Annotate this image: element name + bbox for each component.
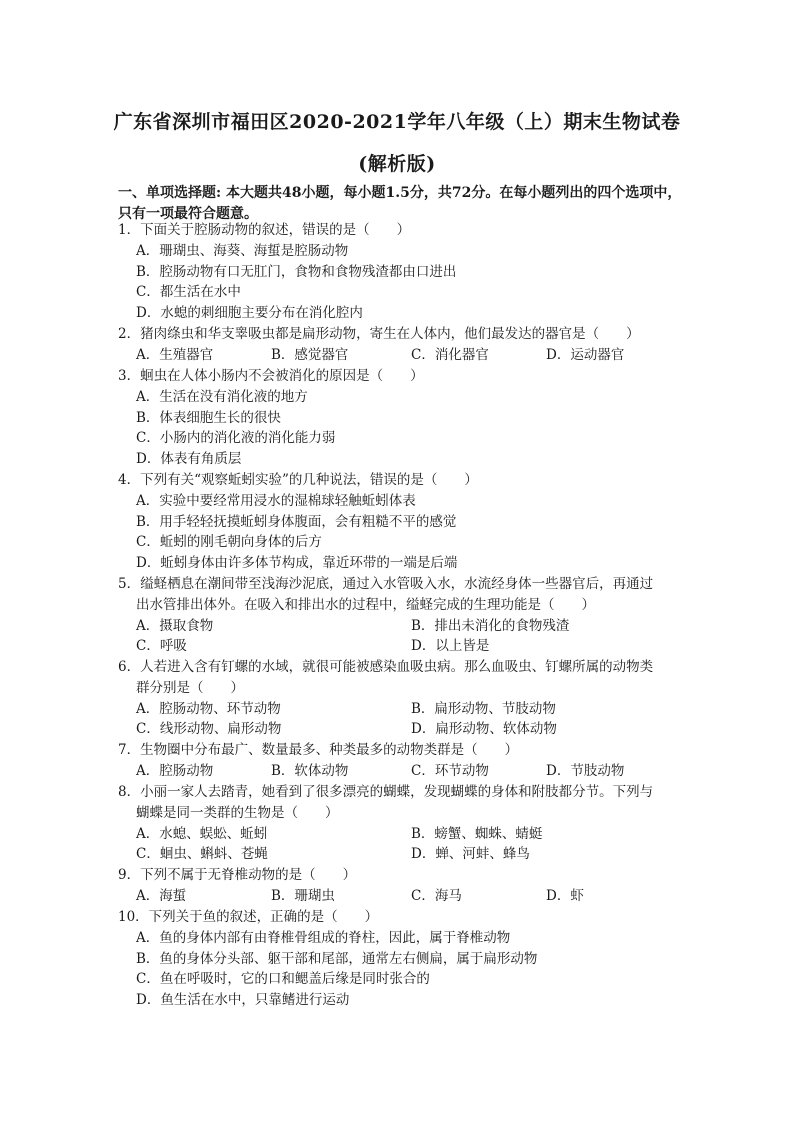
option-d: D．水螅的刺细胞主要分布在消化腔内 (136, 305, 363, 322)
option-a: A．摄取食物 (136, 617, 214, 634)
option-a: A．水螅、蜈蚣、蚯蚓 (136, 825, 268, 842)
option-a: A．海蜇 (136, 887, 187, 904)
option-d: D．扁形动物、软体动物 (411, 721, 557, 738)
option-d: D．蚯蚓身体由许多体节构成，靠近环带的一端是后端 (136, 555, 458, 572)
question-4 (118, 470, 688, 574)
option-a: A．鱼的身体内部有由脊椎骨组成的脊柱，因此，属于脊椎动物 (136, 929, 511, 946)
question-7 (118, 740, 688, 782)
option-c: C．海马 (411, 887, 462, 904)
option-d: D．以上皆是 (411, 638, 490, 655)
page-subtitle: (解析版) (358, 153, 436, 175)
option-d: D．鱼生活在水中，只靠鳍进行运动 (136, 992, 350, 1009)
options-row (118, 844, 688, 865)
section-heading (118, 183, 688, 225)
option-b: B．腔肠动物有口无肛门，食物和食物残渣都由口进出 (136, 263, 457, 280)
question-stem: 8．小丽一家人去踏青，她看到了很多漂亮的蝴蝶，发现蝴蝶的身体和附肢都分节。下列与 (118, 784, 654, 800)
option-b: B．螃蟹、蜘蛛、蜻蜓 (411, 825, 543, 842)
option-a: A．珊瑚虫、海葵、海蜇是腔肠动物 (136, 242, 349, 259)
option-c: C．线形动物、扁形动物 (136, 721, 282, 738)
option-c: C．小肠内的消化液的消化能力弱 (136, 430, 336, 447)
question-stem: 2．猪肉绦虫和华支睾吸虫都是扁形动物，寄生在人体内，他们最发达的器官是（ ） (118, 326, 640, 342)
option-b: B．珊瑚虫 (271, 887, 335, 904)
question-8 (118, 782, 688, 865)
option-d: D．体表有角质层 (136, 451, 242, 468)
section-heading-line-1: 一、单项选择题: 本大题共48小题，每小题1.5分，共72分。在每小题列出的四个选项中， (118, 185, 682, 201)
question-stem: 3．蛔虫在人体小肠内不会被消化的原因是（ ） (118, 368, 424, 384)
options-row (118, 824, 688, 845)
question-stem: 7．生物圈中分布最广、数量最多、种类最多的动物类群是（ ） (118, 742, 519, 758)
option-c: C．都生活在水中 (136, 284, 241, 301)
page-title: 广东省深圳市福田区2020-2021学年八年级（上）期末生物试卷 (113, 111, 681, 133)
question-9 (118, 865, 688, 907)
option-b: B．排出未消化的食物残渣 (411, 617, 570, 634)
question-stem: 9．下列不属于无脊椎动物的是（ ） (118, 867, 357, 883)
options-row (118, 345, 688, 366)
option-b: B．软体动物 (271, 762, 349, 779)
options-row (118, 636, 688, 657)
option-a: A．腔肠动物 (136, 762, 214, 779)
option-a: A．实验中要经常用浸水的湿棉球轻触蚯蚓体表 (136, 492, 416, 509)
option-c: C．呼吸 (136, 638, 187, 655)
option-d: D．虾 (546, 887, 584, 904)
option-a: A．生活在没有消化液的地方 (136, 388, 308, 405)
question-10 (118, 907, 688, 1011)
option-b: B．扁形动物、节肢动物 (411, 700, 556, 717)
section-heading-line-2: 只有一项最符合题意。 (118, 206, 258, 222)
option-b: B．用手轻轻抚摸蚯蚓身体腹面，会有粗糙不平的感觉 (136, 513, 457, 530)
options-row (118, 886, 688, 907)
option-a: A．腔肠动物、环节动物 (136, 700, 281, 717)
option-d: D．节肢动物 (546, 762, 625, 779)
option-a: A．生殖器官 (136, 346, 214, 363)
options-row (118, 761, 688, 782)
question-stem-continued: 蝴蝶是同一类群的生物是（ ） (136, 804, 339, 821)
options-row (118, 699, 688, 720)
question-stem: 4．下列有关“观察蚯蚓实验”的几种说法，错误的是（ ） (118, 472, 478, 488)
question-1 (118, 220, 688, 324)
option-b: B．感觉器官 (271, 346, 349, 363)
option-c: C．消化器官 (411, 346, 489, 363)
question-6 (118, 657, 688, 740)
question-5 (118, 574, 688, 657)
options-row (118, 719, 688, 740)
option-b: B．体表细胞生长的很快 (136, 409, 281, 426)
question-stem: 1．下面关于腔肠动物的叙述，错误的是（ ） (118, 222, 411, 238)
option-d: D．运动器官 (546, 346, 625, 363)
question-stem: 10．下列关于鱼的叙述，正确的是（ ） (118, 909, 379, 925)
options-row (118, 616, 688, 637)
option-c: C．蛔虫、蝌蚪、苍蝇 (136, 846, 268, 863)
question-stem-continued: 群分别是（ ） (136, 679, 244, 696)
question-stem: 6．人若进入含有钉螺的水域，就很可能被感染血吸虫病。那么血吸虫、钉螺所属的动物类 (118, 659, 654, 675)
question-stem: 5．缢蛏栖息在潮间带至浅海沙泥底，通过入水管吸入水，水流经身体一些器官后，再通过 (118, 576, 654, 592)
option-c: C．蚯蚓的刚毛朝向身体的后方 (136, 534, 322, 551)
option-c: C．环节动物 (411, 762, 489, 779)
option-c: C．鱼在呼吸时，它的口和鳃盖后缘是同时张合的 (136, 971, 430, 988)
question-stem-continued: 出水管排出体外。在吸入和排出水的过程中，缢蛏完成的生理功能是（ ） (136, 596, 595, 613)
option-d: D．蝉、河蚌、蜂鸟 (411, 846, 530, 863)
question-3 (118, 366, 688, 470)
option-b: B．鱼的身体分头部、躯干部和尾部，通常左右侧扁，属于扁形动物 (136, 950, 538, 967)
question-2 (118, 324, 688, 366)
